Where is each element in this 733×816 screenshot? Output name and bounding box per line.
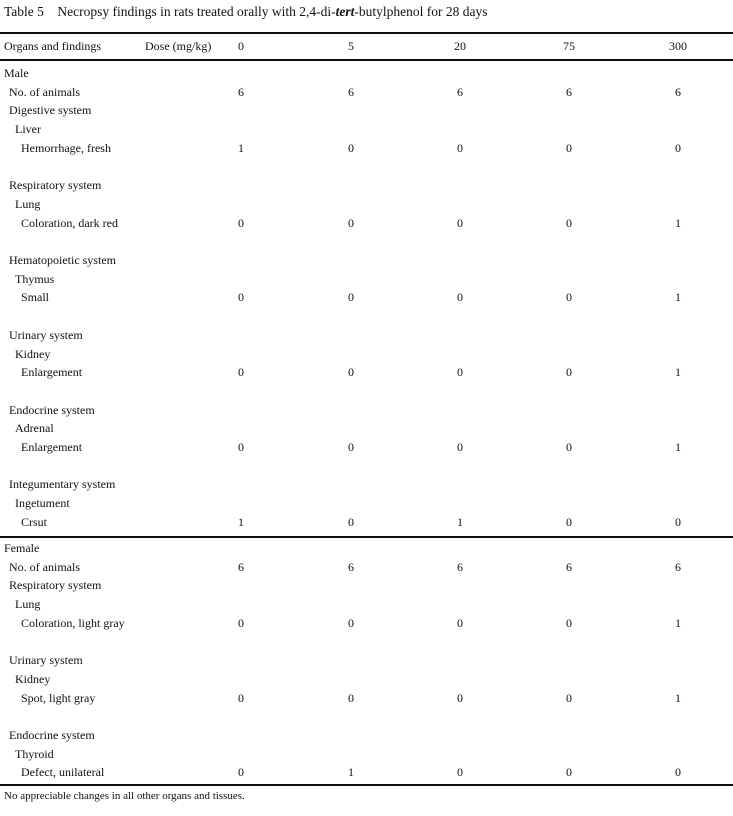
cell-value: 0	[457, 290, 463, 305]
cell-value: 0	[348, 290, 354, 305]
cell-value: 0	[566, 765, 572, 780]
table-row	[0, 494, 733, 512]
cell-value: 0	[457, 365, 463, 380]
cell-value: 0	[238, 290, 244, 305]
row-label: Kidney	[15, 671, 51, 686]
cell-value: 0	[675, 140, 681, 155]
title-text: Table 5 Necropsy findings in rats treated orally with 2,4-di-	[4, 4, 336, 19]
footnote: No appreciable changes in all other organs and tissues.	[4, 790, 245, 802]
table-row	[0, 745, 733, 763]
cell-value: 6	[348, 84, 354, 99]
cell-value: 1	[675, 215, 681, 230]
spacer-row	[0, 707, 733, 725]
cell-value: 0	[566, 440, 572, 454]
cell-value: 0	[457, 140, 463, 155]
table-row	[0, 438, 733, 456]
row-label: Enlargement	[21, 440, 83, 454]
table-row	[0, 670, 733, 688]
row-label: Enlargement	[21, 365, 83, 380]
table-row	[0, 288, 733, 306]
table-row	[0, 195, 733, 213]
row-label: Small	[21, 290, 50, 305]
row-label: Lung	[15, 196, 41, 211]
row-label: No. of animals	[9, 84, 80, 99]
cell-value: 0	[348, 514, 354, 529]
cell-value: 0	[348, 440, 354, 454]
cell-value: 1	[675, 690, 681, 705]
dose-header-300: 300	[669, 39, 687, 53]
row-label: Thyroid	[15, 746, 54, 761]
cell-value: 0	[566, 140, 572, 155]
title-text-end: -butylphenol for 28 days	[354, 4, 488, 19]
header-rule	[0, 59, 733, 61]
table-row	[0, 689, 733, 707]
table-row	[0, 614, 733, 632]
row-label: Ingetument	[15, 496, 70, 511]
row-label: Spot, light gray	[21, 690, 96, 705]
spacer-row	[0, 307, 733, 325]
cell-value: 6	[566, 559, 572, 574]
cell-value: 1	[675, 615, 681, 630]
table-row	[0, 763, 733, 781]
cell-value: 0	[566, 514, 572, 529]
table-row	[0, 176, 733, 194]
row-label: Coloration, light gray	[21, 615, 125, 630]
header-organs: Organs and findings	[4, 39, 102, 53]
cell-value: 6	[238, 84, 244, 99]
cell-value: 0	[566, 690, 572, 705]
cell-value: 0	[566, 215, 572, 230]
cell-value: 0	[457, 215, 463, 230]
spacer-row	[0, 633, 733, 651]
spacer-row	[0, 457, 733, 475]
table-row	[0, 251, 733, 269]
cell-value: 1	[238, 514, 244, 529]
table-row	[0, 576, 733, 594]
cell-value: 1	[675, 365, 681, 380]
cell-value: 0	[457, 690, 463, 705]
table-row	[0, 419, 733, 437]
cell-value: 0	[348, 215, 354, 230]
row-label: Respiratory system	[9, 178, 102, 193]
dose-header-75: 75	[563, 39, 575, 53]
table-row	[0, 64, 733, 82]
cell-value: 6	[675, 84, 681, 99]
table-row	[0, 539, 733, 557]
cell-value: 0	[238, 215, 244, 230]
table-row	[0, 345, 733, 363]
cell-value: 6	[348, 559, 354, 574]
row-label: Adrenal	[15, 421, 54, 436]
row-label: Kidney	[15, 346, 51, 361]
dose-header-0: 0	[238, 39, 244, 53]
row-label: Respiratory system	[9, 578, 102, 593]
table-row	[0, 475, 733, 493]
row-label: Male	[4, 66, 29, 80]
cell-value: 0	[238, 690, 244, 705]
top-rule	[0, 32, 733, 34]
cell-value: 6	[238, 559, 244, 574]
table-row	[0, 270, 733, 288]
cell-value: 0	[457, 765, 463, 780]
cell-value: 1	[675, 290, 681, 305]
cell-value: 0	[348, 365, 354, 380]
cell-value: 0	[238, 440, 244, 454]
cell-value: 0	[675, 514, 681, 529]
cell-value: 0	[675, 765, 681, 780]
table-row	[0, 513, 733, 531]
table-row	[0, 101, 733, 119]
table-row	[0, 595, 733, 613]
table-row	[0, 83, 733, 101]
header-dose: Dose (mg/kg)	[145, 39, 212, 53]
dose-header-5: 5	[348, 39, 354, 53]
table-row	[0, 558, 733, 576]
title-italic: tert	[335, 4, 355, 19]
table-row	[0, 214, 733, 232]
cell-value: 0	[348, 140, 354, 155]
cell-value: 0	[566, 365, 572, 380]
table-row	[0, 120, 733, 138]
spacer-row	[0, 158, 733, 176]
table-row	[0, 326, 733, 344]
table-row	[0, 726, 733, 744]
cell-value: 6	[566, 84, 572, 99]
row-label: Integumentary system	[9, 477, 116, 492]
section-rule	[0, 536, 733, 538]
row-label: Endocrine system	[9, 402, 95, 417]
table-row	[0, 651, 733, 669]
cell-value: 0	[348, 615, 354, 630]
cell-value: 6	[457, 84, 463, 99]
cell-value: 0	[566, 290, 572, 305]
table-row	[0, 401, 733, 419]
row-label: Endocrine system	[9, 728, 95, 742]
row-label: Urinary system	[9, 653, 83, 668]
row-label: Crsut	[21, 514, 48, 529]
cell-value: 1	[348, 765, 354, 780]
spacer-row	[0, 232, 733, 250]
cell-value: 0	[457, 440, 463, 454]
cell-value: 0	[238, 365, 244, 380]
row-label: Coloration, dark red	[21, 215, 118, 230]
cell-value: 0	[238, 765, 244, 780]
row-label: Lung	[15, 597, 41, 612]
cell-value: 6	[457, 559, 463, 574]
table-row	[0, 139, 733, 157]
row-label: Liver	[15, 122, 41, 137]
row-label: Digestive system	[9, 103, 92, 118]
cell-value: 1	[675, 440, 681, 454]
row-label: Thymus	[15, 271, 55, 286]
cell-value: 6	[675, 559, 681, 574]
row-label: Urinary system	[9, 327, 83, 342]
row-label: Hemorrhage, fresh	[21, 140, 111, 155]
cell-value: 1	[238, 140, 244, 155]
row-label: Hematopoietic system	[9, 253, 116, 267]
row-label: Defect, unilateral	[21, 765, 105, 780]
bottom-rule	[0, 784, 733, 786]
table-title	[4, 5, 487, 19]
cell-value: 0	[238, 615, 244, 630]
cell-value: 0	[348, 690, 354, 705]
spacer-row	[0, 382, 733, 400]
cell-value: 0	[457, 615, 463, 630]
cell-value: 0	[566, 615, 572, 630]
row-label: Female	[4, 541, 40, 555]
row-label: No. of animals	[9, 559, 80, 574]
dose-header-20: 20	[454, 39, 466, 53]
table-row	[0, 363, 733, 381]
cell-value: 1	[457, 514, 463, 529]
